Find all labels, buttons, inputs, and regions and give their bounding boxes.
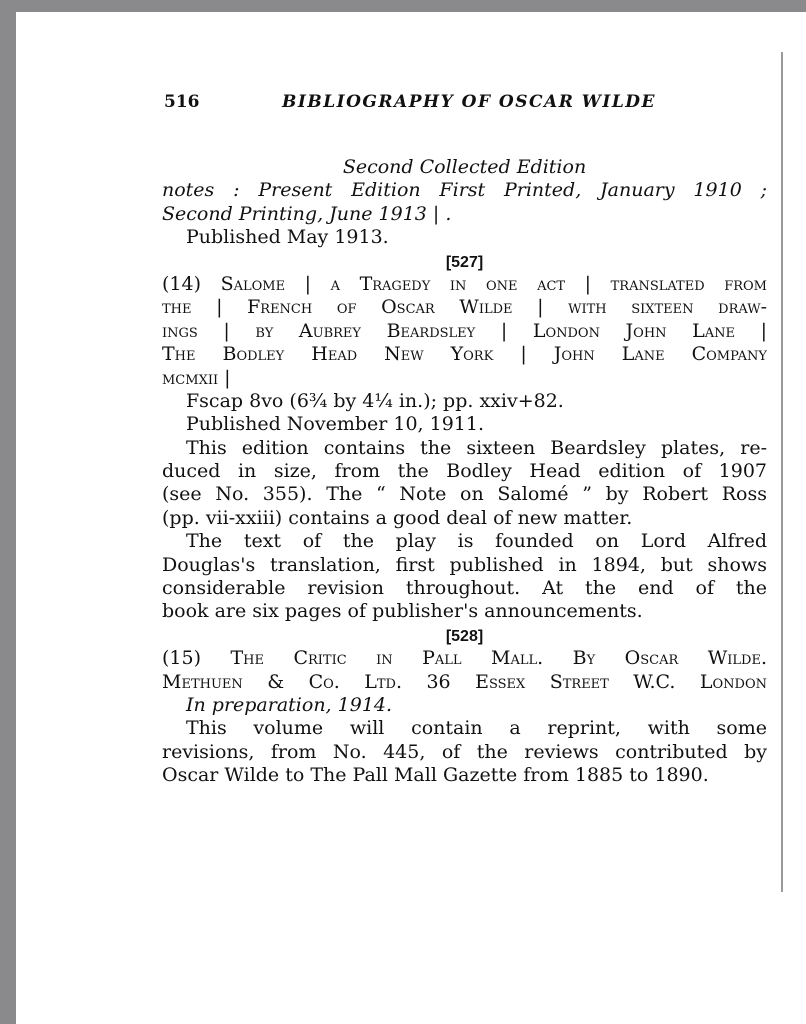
text-line: Oscar Wilde to The Pall Mall Gazette from 1885 to 1890.: [162, 764, 709, 787]
text-line: Published November 10, 1911.: [186, 413, 485, 436]
page-header: [164, 92, 767, 120]
text-line: duced in size, from the Bodley Head edition of 1907: [162, 460, 767, 483]
text-line: Second Printing, June 1913 | .: [162, 202, 452, 225]
text-line: the | French of Oscar Wilde | with sixteen draw-: [162, 296, 767, 319]
text-line: (14) Salome | a Tragedy in one act | translated from: [162, 272, 767, 295]
running-title: BIBLIOGRAPHY OF OSCAR WILDE: [282, 92, 656, 112]
page-edge-line: [781, 52, 783, 892]
text-line: mcmxii |: [162, 366, 231, 389]
body-text: [162, 156, 767, 788]
entry-number: [162, 250, 767, 273]
text-line: (15) The Critic in Pall Mall. By Oscar Wilde.: [162, 647, 767, 670]
text-line: Published May 1913.: [186, 226, 389, 249]
entry-number: [162, 624, 767, 647]
text-line: revisions, from No. 445, of the reviews contributed by: [162, 740, 767, 763]
text-line: Fscap 8vo (6¾ by 4¼ in.); pp. xxiv+82.: [186, 389, 564, 412]
text-line: considerable revision throughout. At the end of the: [162, 577, 767, 600]
document-page: [16, 12, 806, 1024]
text-line: (see No. 355). The “ Note on Salomé ” by Robert Ross: [162, 483, 767, 506]
text-line: The text of the play is founded on Lord Alfred: [186, 530, 767, 553]
text-line: Methuen & Co. Ltd. 36 Essex Street W.C. London: [162, 670, 767, 693]
text-line: Douglas's translation, first published in 1894, but shows: [162, 553, 767, 576]
text-line: This volume will contain a reprint, with some: [186, 717, 767, 740]
text-block: [162, 92, 767, 788]
entry-number-label: [528]: [445, 627, 484, 645]
text-line: In preparation, 1914.: [186, 693, 393, 716]
text-line: notes : Present Edition First Printed, January 1910 ;: [162, 179, 767, 202]
section-title: Second Collected Edition: [342, 156, 587, 178]
entry-number-label: [527]: [445, 253, 484, 271]
text-line: (pp. vii-xxiii) contains a good deal of new matter.: [162, 506, 633, 529]
text-line: This edition contains the sixteen Beardsley plates, re-: [186, 436, 767, 459]
text-line: ings | by Aubrey Beardsley | London John Lane |: [162, 319, 767, 342]
text-line: book are six pages of publisher's announcements.: [162, 600, 643, 623]
text-line: The Bodley Head New York | John Lane Company: [162, 343, 767, 366]
page-number: 516: [164, 92, 200, 112]
